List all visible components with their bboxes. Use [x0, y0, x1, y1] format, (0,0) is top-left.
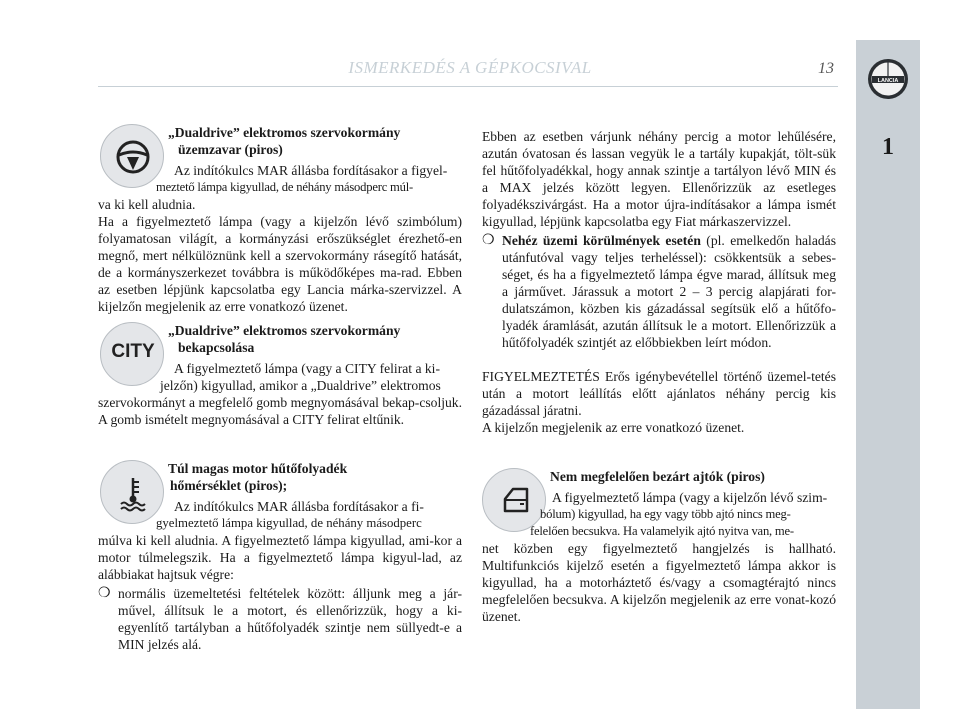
dualdrive-fault-paragraph: Ha a figyelmeztető lámpa (vagy a kijelzőn lévő szimbólum) folyamatosan világít, a kormányzási erőszükséglet érezhető-en megnő, mert nélkülöznünk kell a szervokormány rásegítő hatását, de a kormányszerkezet továbbra is működőképes ma-rad. Ebben az esetben lépjünk kapcsolatba egy Lancia márka-szervizzel. A kijelzőn megjelenik az erre vonatkozó üzenet. [98, 214, 462, 314]
dualdrive-fault-lead: Az indítókulcs MAR állásba fordításakor a figyel- [174, 163, 448, 178]
coolant-continued-paragraph: Ebben az esetben várjunk néhány percig a motor lehűlésére, azután óvatosan és lassan vegyük le a tartály kupakját, tölt-sük fel hűtőfolyadékkal, hogy annak szintje a tartályon lévő MIN és a MAX jelzés között legyen. Ellenőrizzük az esetleges folyadékszivárgást. Ha a motor újra-indításakor a lámpa ismét kigyullad, lépjünk kapcsolatba egy Fiat márkaszervizzel. [482, 129, 836, 229]
heavy-conditions-bullet [482, 232, 836, 351]
dualdrive-on-lead2: jelzőn) kigyullad, amikor a „Dualdrive” elektromos [160, 378, 441, 393]
coolant-body: múlva ki kell aludnia. A figyelmeztető lámpa kigyullad, ami-kor a motor túlmelegszik. Ha a figyelmeztető lámpa kigyul-lad, az alábbiakat hajtsuk végre: [98, 533, 462, 582]
bullet-circle-icon: ❍ [98, 586, 111, 601]
coolant-bullet [98, 585, 462, 653]
coolant-lead2: gyelmeztető lámpa kigyullad, de néhány másodperc [156, 516, 422, 530]
coolant-title: Túl magas motor hűtőfolyadék hőmérséklet (piros); [168, 461, 348, 493]
right-column-text [482, 128, 836, 436]
page-number: 13 [818, 60, 834, 77]
doors-lead: A figyelmeztető lámpa (vagy a kijelzőn lévő szim- [552, 490, 828, 505]
doors-lead3: felelően becsukva. Ha valamelyik ajtó nyitva van, me- [530, 524, 794, 538]
doors-section [482, 468, 836, 625]
warning-paragraph: FIGYELMEZTETÉS Erős igénybevétellel történő üzemel-tetés után a motort leállítás előtt ajánlatos néhány percig kis gázadással járatni. [482, 369, 836, 418]
chapter-number: 1 [882, 134, 894, 160]
dualdrive-on-body: szervokormányt a megfelelő gomb megnyomásával bekap-csoljuk. A gomb ismételt megnyomásával a CITY felirat eltűnik. [98, 395, 462, 427]
doors-body: net közben egy figyelmeztető hangjelzés is hallható. Multifunkciós kijelző esetén a figyelmeztető lámpa akkor is kigyullad, ha a motorháztető és/vagy a csomagtérajtó nincs megfelelően becsukva. A kijelzőn megjelenik az erre vonat-kozó üzenet. [482, 541, 836, 624]
doors-title: Nem megfelelően bezárt ajtók (piros) [550, 469, 765, 484]
dualdrive-fault-lead2: meztető lámpa kigyullad, de néhány másodperc múl- [156, 180, 414, 194]
coolant-section [98, 460, 462, 653]
header-rule [98, 86, 838, 87]
dualdrive-fault-title: „Dualdrive” elektromos szervokormány üzemzavar (piros) [168, 125, 401, 157]
bullet-circle-icon: ❍ [482, 233, 495, 248]
dualdrive-on-lead: A figyelmeztető lámpa (vagy a CITY felirat a ki- [174, 361, 440, 376]
coolant-bullet-text: normális üzemeltetési feltételek között: álljunk meg a jár-művel, állítsuk le a motort, és ellenőrizzük, hogy a ki-egyenlítő tartályban a hűtőfolyadék szintje nem süllyedt-e a MIN jelzés alá. [118, 586, 462, 652]
dualdrive-on-title: „Dualdrive” elektromos szervokormány bekapcsolása [168, 323, 401, 355]
heavy-conditions-text: Nehéz üzemi körülmények esetén (pl. emelkedőn haladás utánfutóval vagy teljes terheléssel): csökkentsük a sebes-séget, és ha a figyelmeztető lámpa égve marad, állítsuk meg a járművet. Járassuk a motort 2 – 3 percig alapjárati for-dulatszámon, közben kis gázadással segítsük elő a hűtőfo-lyadék áramlását, azután állítsuk le a motort. Ellenőrizzük a hűtőfolyadék szintjét az előbbiekben leírt módon. [502, 233, 836, 350]
running-header: ISMERKEDÉS A GÉPKOCSIVAL [348, 58, 592, 77]
dualdrive-fault-section [98, 124, 462, 315]
dualdrive-fault-body: va ki kell aludnia. [98, 197, 196, 212]
warning-display-note: A kijelzőn megjelenik az erre vonatkozó üzenet. [482, 420, 745, 435]
lancia-logo [867, 58, 909, 100]
svg-text:LANCIA: LANCIA [877, 78, 899, 84]
doors-lead2: bólum) kigyullad, ha egy vagy több ajtó nincs meg- [540, 507, 791, 521]
dualdrive-on-section [98, 322, 462, 428]
city-icon-label: CITY [111, 341, 155, 362]
coolant-lead: Az indítókulcs MAR állásba fordításakor a fi- [174, 499, 424, 514]
